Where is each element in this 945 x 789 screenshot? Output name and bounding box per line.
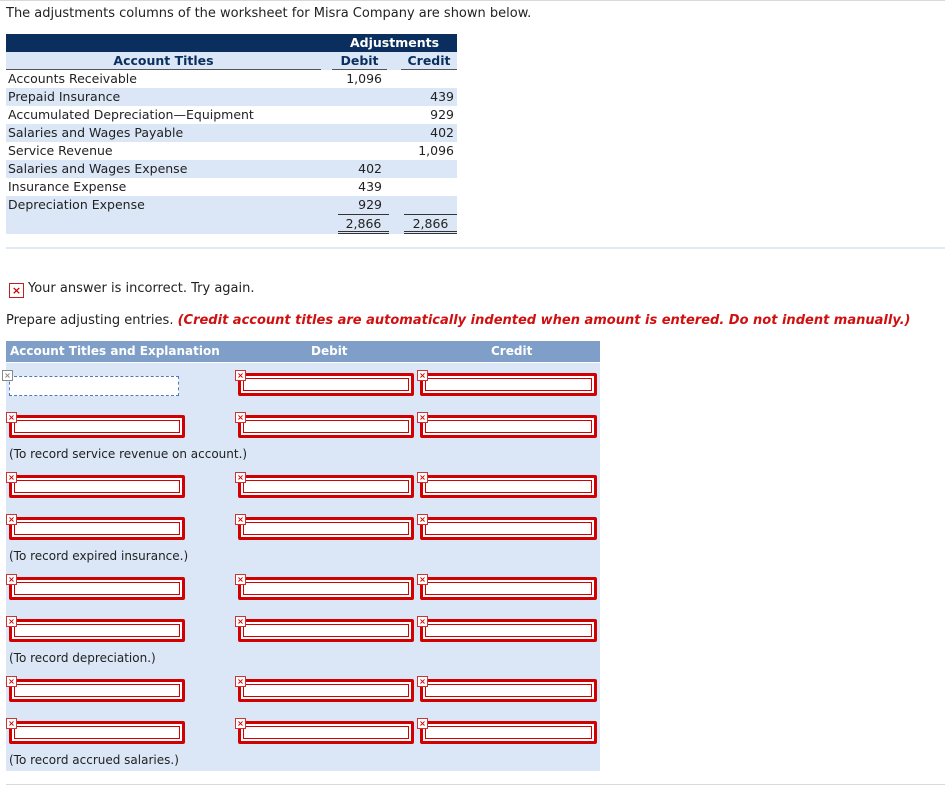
credit-input[interactable]	[420, 721, 597, 744]
credit-amount: 1,096	[418, 143, 454, 158]
debit-input[interactable]	[238, 577, 414, 600]
debit-input[interactable]	[238, 415, 414, 438]
top-divider	[0, 0, 945, 1]
error-marker-icon: ×	[235, 676, 246, 687]
worksheet-column-headers	[6, 52, 457, 70]
instructions-text: Prepare adjusting entries.	[6, 313, 174, 328]
worksheet-row	[6, 142, 457, 160]
error-marker-icon: ×	[417, 676, 428, 687]
total-credit: 2,866	[404, 214, 457, 234]
debit-input[interactable]	[238, 373, 414, 396]
account-title-input[interactable]	[9, 475, 185, 498]
entry-explanation: (To record depreciation.)	[9, 651, 156, 665]
account-title-input[interactable]	[9, 619, 185, 642]
debit-input[interactable]	[238, 517, 414, 540]
error-marker-icon: ×	[417, 718, 428, 729]
instructions-note: (Credit account titles are automatically indented when amount is entered. Do not indent manually.)	[177, 313, 911, 328]
account-title-input[interactable]	[9, 415, 185, 438]
journal-debit-header: Debit	[311, 344, 348, 358]
intro-text: The adjustments columns of the worksheet for Misra Company are shown below.	[6, 6, 532, 21]
entry-explanation: (To record expired insurance.)	[9, 549, 189, 563]
worksheet-row	[6, 106, 457, 124]
credit-input[interactable]	[420, 373, 597, 396]
error-marker-icon: ×	[6, 718, 17, 729]
account-title: Prepaid Insurance	[8, 89, 121, 104]
error-marker-icon: ×	[235, 514, 246, 525]
total-debit: 2,866	[338, 214, 389, 234]
error-marker-icon: ×	[417, 370, 428, 381]
section-divider	[6, 247, 945, 249]
error-marker-icon: ×	[235, 370, 246, 381]
worksheet-group-header	[6, 34, 457, 52]
entry-explanation: (To record accrued salaries.)	[9, 753, 179, 767]
credit-amount: 929	[430, 107, 454, 122]
credit-input[interactable]	[420, 619, 597, 642]
debit-amount: 439	[358, 179, 382, 194]
error-marker-icon: ×	[6, 514, 17, 525]
bottom-divider	[6, 784, 945, 785]
credit-input[interactable]	[420, 517, 597, 540]
credit-input[interactable]	[420, 679, 597, 702]
debit-amount: 402	[358, 161, 382, 176]
journal-account-header: Account Titles and Explanation	[10, 344, 220, 358]
feedback-message	[9, 281, 255, 298]
error-marker-icon: ×	[235, 616, 246, 627]
account-title-input[interactable]	[9, 577, 185, 600]
debit-input[interactable]	[238, 475, 414, 498]
journal-header	[6, 341, 600, 362]
credit-amount: 439	[430, 89, 454, 104]
credit-input[interactable]	[420, 415, 597, 438]
debit-input[interactable]	[238, 679, 414, 702]
error-marker-icon: ×	[417, 574, 428, 585]
worksheet-row	[6, 70, 457, 88]
instructions	[6, 313, 910, 328]
incorrect-icon: ×	[9, 283, 24, 298]
worksheet-row	[6, 178, 457, 196]
debit-input[interactable]	[238, 721, 414, 744]
worksheet-totals-row	[6, 214, 457, 234]
error-marker-icon: ×	[6, 676, 17, 687]
debit-input[interactable]	[238, 619, 414, 642]
error-marker-icon: ×	[2, 370, 13, 381]
error-marker-icon: ×	[6, 472, 17, 483]
worksheet-table	[6, 34, 457, 234]
adjustments-header: Adjustments	[332, 34, 457, 52]
feedback-text: Your answer is incorrect. Try again.	[28, 281, 255, 296]
account-title: Salaries and Wages Expense	[8, 161, 188, 176]
credit-header: Credit	[407, 53, 451, 68]
account-title: Salaries and Wages Payable	[8, 125, 184, 140]
error-marker-icon: ×	[235, 412, 246, 423]
account-title: Insurance Expense	[8, 179, 127, 194]
error-marker-icon: ×	[6, 574, 17, 585]
error-marker-icon: ×	[417, 472, 428, 483]
account-title: Depreciation Expense	[8, 197, 145, 212]
journal-credit-header: Credit	[491, 344, 533, 358]
worksheet-row	[6, 88, 457, 106]
debit-header: Debit	[340, 53, 379, 68]
account-title: Accounts Receivable	[8, 71, 137, 86]
error-marker-icon: ×	[417, 616, 428, 627]
account-title-input[interactable]	[9, 721, 185, 744]
credit-input[interactable]	[420, 475, 597, 498]
worksheet-row	[6, 124, 457, 142]
error-marker-icon: ×	[235, 472, 246, 483]
account-titles-header: Account Titles	[113, 53, 214, 68]
error-marker-icon: ×	[6, 412, 17, 423]
account-title-input[interactable]	[9, 517, 185, 540]
error-marker-icon: ×	[235, 718, 246, 729]
entry-explanation: (To record service revenue on account.)	[9, 447, 248, 461]
error-marker-icon: ×	[417, 514, 428, 525]
error-marker-icon: ×	[6, 616, 17, 627]
debit-amount: 1,096	[346, 71, 382, 86]
worksheet-row	[6, 160, 457, 178]
account-title: Service Revenue	[8, 143, 113, 158]
error-marker-icon: ×	[417, 412, 428, 423]
account-title-input[interactable]	[9, 376, 179, 396]
credit-input[interactable]	[420, 577, 597, 600]
account-title: Accumulated Depreciation—Equipment	[8, 107, 254, 122]
worksheet-row	[6, 196, 457, 214]
debit-amount: 929	[358, 197, 382, 212]
credit-amount: 402	[430, 125, 454, 140]
account-title-input[interactable]	[9, 679, 185, 702]
error-marker-icon: ×	[235, 574, 246, 585]
